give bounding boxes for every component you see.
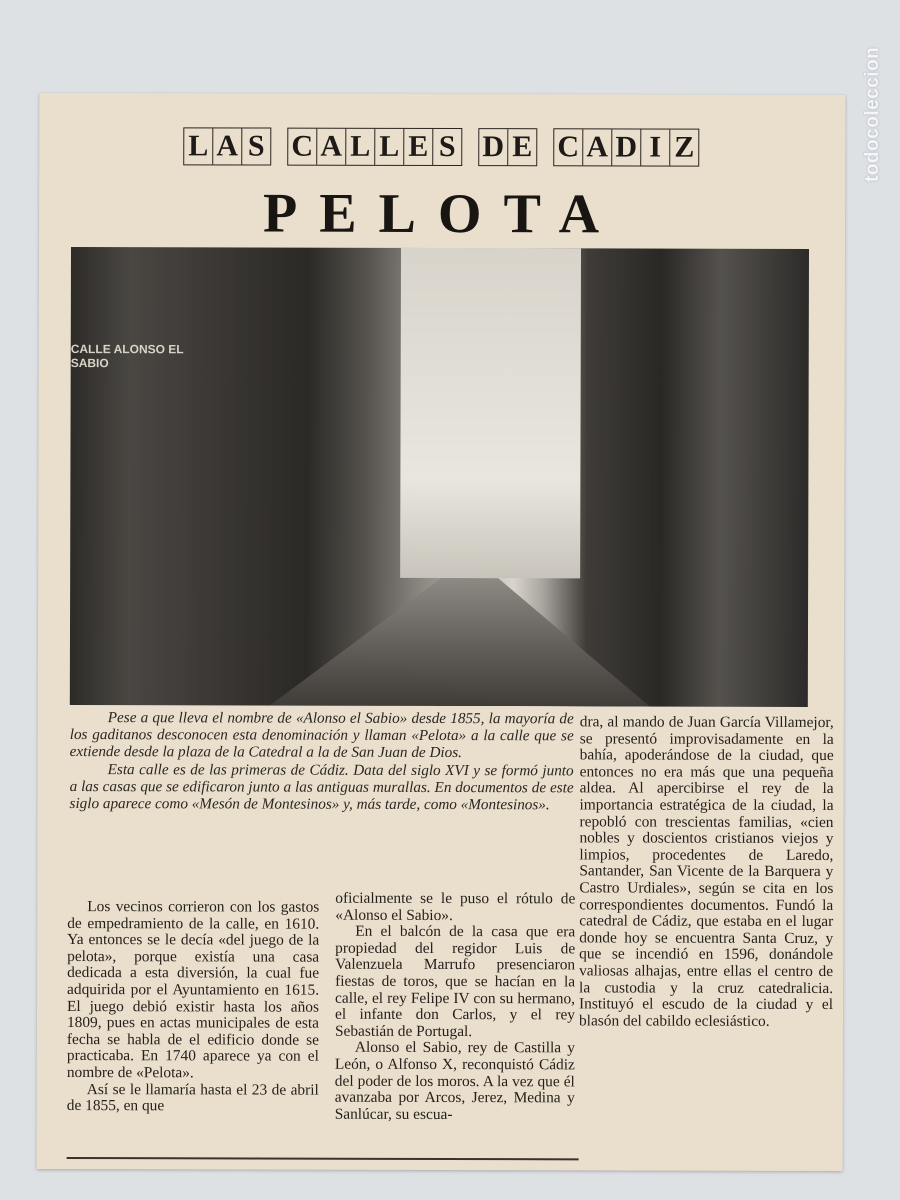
paragraph: dra, al mando de Juan García Villamejor, se presentó improvisadamente en la bahía, apoderándose de la ciudad, que entonces no era más que una pequeña aldea. Al apercibirse el rey de la importancia estratégica de la ciudad, la repobló con trescientas familias, «cien nobles y doscientos cristianos viejos y limpios, procedentes de Laredo, Santander, San Vicente de la Barquera y Castro Urdiales», según se cita en los correspondientes documentos. Fundó la catedral de Cádiz, que estaba en el lugar donde hoy se encuentra Santa Cruz, y que se incendió en 1596, donándole valiosas alhajas, entre ellas el centro de la custodia y la cruz catedralicia. Instituyó el escudo de la ciudad y el blasón del cabildo eclesiástico. xyxy=(578,713,834,1030)
title-letter: D xyxy=(612,129,641,165)
paragraph: Los vecinos corrieron con los gastos de empedramiento de la calle, en 1610. Ya entonces se le decía «del juego de la pelota», porque existía una casa dedicada a esta diversión, la cual fue adquirida por el Ayuntamiento en 1615. El juego debió existir hasta los años 1809, pues en actas municipales de esta fecha se habla de el edificio donde se practicaba. En 1740 aparece ya con el nombre de «Pelota». xyxy=(66,898,320,1082)
photo-caption xyxy=(70,709,574,814)
title-letter: L xyxy=(184,128,213,164)
newspaper-clipping xyxy=(37,93,846,1171)
title-letter: S xyxy=(247,129,265,163)
street-sign: CALLE ALONSO EL SABIO xyxy=(70,342,184,371)
paragraph: En el balcón de la casa que era propiedad del regidor Luis de Valenzuela Marrufo presenciaron fiestas de toros, que se hacían en la calle, el rey Felipe IV con su hermano, el infante don Carlos, y el rey Sebastián de Portugal. xyxy=(334,922,576,1040)
photo-sky xyxy=(400,248,581,578)
photo-street xyxy=(270,578,650,707)
title-letter: A xyxy=(213,128,242,164)
watermark: todocoleccion xyxy=(862,46,883,182)
paragraph: Así se le llamaría hasta el 23 de abril de 1855, en que xyxy=(66,1080,319,1115)
title-word-cadiz xyxy=(553,128,699,166)
title-word-las xyxy=(183,127,271,165)
title-word-de xyxy=(478,128,537,166)
title-letter: E xyxy=(512,130,533,164)
article-column-2 xyxy=(335,891,576,1124)
street-photo xyxy=(70,247,809,707)
title-letter: I xyxy=(641,130,670,166)
title-letter: S xyxy=(438,129,456,164)
caption-paragraph: Pese a que lleva el nombre de «Alonso el Sabio» desde 1855, la mayoría de los gaditanos desconocen esta denominación y llaman «Pelota» a la calle que se extiende desde la plaza de la Catedral a la de San Juan de Dios. xyxy=(69,709,574,762)
paragraph: Alonso el Sabio, rey de Castilla y León, o Alfonso X, reconquistó Cádiz del poder de los moros. A la vez que él avanzaba por Arcos, Jerez, Medina y Sanlúcar, su escua- xyxy=(334,1039,575,1123)
title-letter: A xyxy=(317,129,346,165)
article-column-3 xyxy=(579,714,834,1030)
paragraph: oficialmente se le puso el rótulo de «Alonso el Sabio». xyxy=(335,889,576,924)
title-word-calles xyxy=(287,128,462,166)
section-title xyxy=(81,127,801,167)
caption-paragraph: Esta calle es de las primeras de Cádiz. Data del siglo XVI y se formó junto a las casas que se edificaron junto a las antiguas murallas. En documentos de este siglo aparece como «Mesón de Montesinos» y, más tarde, como «Montesinos». xyxy=(69,760,574,814)
bottom-rule xyxy=(67,1157,579,1160)
title-letter: Z xyxy=(674,130,695,164)
title-letter: A xyxy=(583,129,612,165)
headline: PELOTA xyxy=(262,182,622,246)
title-letter: C xyxy=(288,129,317,165)
title-letter: L xyxy=(375,129,404,165)
title-letter: D xyxy=(479,129,508,165)
title-letter: E xyxy=(404,129,433,165)
article-column-1 xyxy=(67,899,320,1115)
title-letter: L xyxy=(346,129,375,165)
title-letter: C xyxy=(554,129,583,165)
